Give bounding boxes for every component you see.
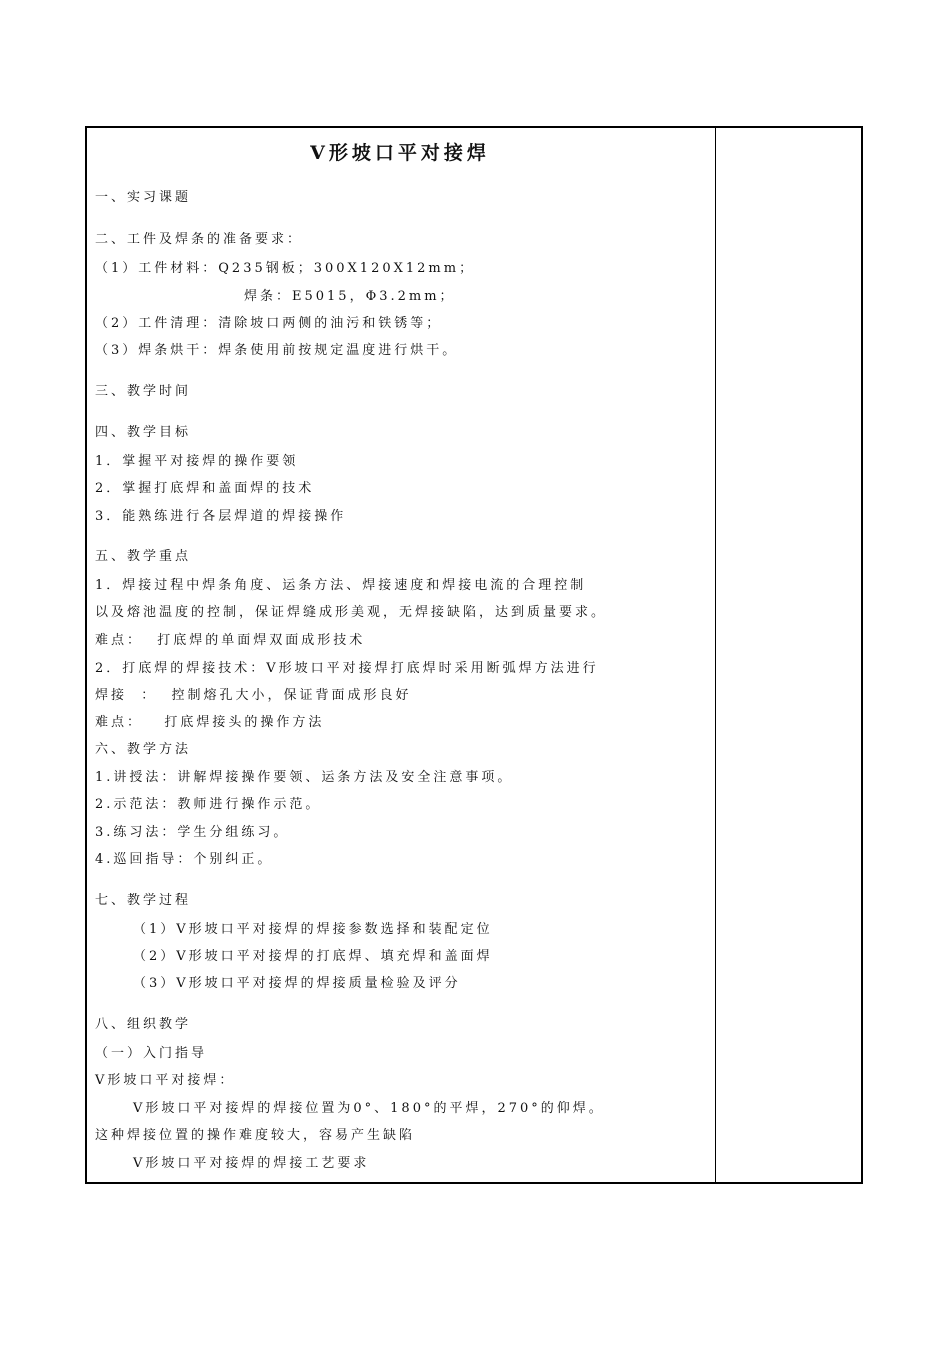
page-frame xyxy=(85,126,863,1184)
text-line: （3）V形坡口平对接焊的焊接质量检验及评分 xyxy=(133,976,461,991)
column-divider xyxy=(715,126,716,1184)
text-line: 3．能熟练进行各层焊道的焊接操作 xyxy=(95,509,347,524)
text-line: （2）V形坡口平对接焊的打底焊、填充焊和盖面焊 xyxy=(133,949,493,964)
section-heading: 六、教学方法 xyxy=(95,742,192,757)
text-line: 以及熔池温度的控制，保证焊缝成形美观，无焊接缺陷，达到质量要求。 xyxy=(95,605,608,620)
text-line: V形坡口平对接焊： xyxy=(95,1073,236,1088)
text-line: 焊接 ： 控制熔孔大小，保证背面成形良好 xyxy=(95,688,412,703)
text-line: 1．焊接过程中焊条角度、运条方法、焊接速度和焊接电流的合理控制 xyxy=(95,578,587,593)
section-heading: 四、教学目标 xyxy=(95,425,192,440)
text-line: （一）入门指导 xyxy=(95,1046,208,1061)
text-line: （1）V形坡口平对接焊的焊接参数选择和装配定位 xyxy=(133,922,493,937)
text-line: 2．掌握打底焊和盖面焊的技术 xyxy=(95,481,315,496)
text-line: （3）焊条烘干：焊条使用前按规定温度进行烘干。 xyxy=(95,343,459,358)
text-line: 这种焊接位置的操作难度较大，容易产生缺陷 xyxy=(95,1128,416,1143)
page-title: V形坡口平对接焊 xyxy=(310,142,490,164)
text-line: 难点： 打底焊接头的操作方法 xyxy=(95,715,325,730)
section-heading: 一、实习课题 xyxy=(95,190,192,205)
text-line: （2）工件清理：清除坡口两侧的油污和铁锈等； xyxy=(95,316,443,331)
section-heading: 八、组织教学 xyxy=(95,1017,192,1032)
text-line: V形坡口平对接焊的焊接工艺要求 xyxy=(133,1156,370,1171)
text-line: 4.巡回指导：个别纠正。 xyxy=(95,852,274,867)
text-line: 1.讲授法：讲解焊接操作要领、运条方法及安全注意事项。 xyxy=(95,770,514,785)
text-line: 难点： 打底焊的单面焊双面成形技术 xyxy=(95,633,366,648)
text-line: 2.示范法：教师进行操作示范。 xyxy=(95,797,322,812)
text-line: 3.练习法：学生分组练习。 xyxy=(95,825,290,840)
section-heading: 七、教学过程 xyxy=(95,893,192,908)
text-line: 1．掌握平对接焊的操作要领 xyxy=(95,454,299,469)
text-line: 焊条：E5015，Φ3.2mm； xyxy=(244,289,456,304)
text-line: （1）工件材料：Q235钢板；300X120X12mm； xyxy=(95,261,476,276)
section-heading: 五、教学重点 xyxy=(95,549,192,564)
section-heading: 三、教学时间 xyxy=(95,384,192,399)
section-heading: 二、工件及焊条的准备要求： xyxy=(95,232,304,247)
text-line: V形坡口平对接焊的焊接位置为0°、180°的平焊，270°的仰焊。 xyxy=(133,1101,605,1116)
text-line: 2．打底焊的焊接技术：V形坡口平对接焊打底焊时采用断弧焊方法进行 xyxy=(95,661,599,676)
